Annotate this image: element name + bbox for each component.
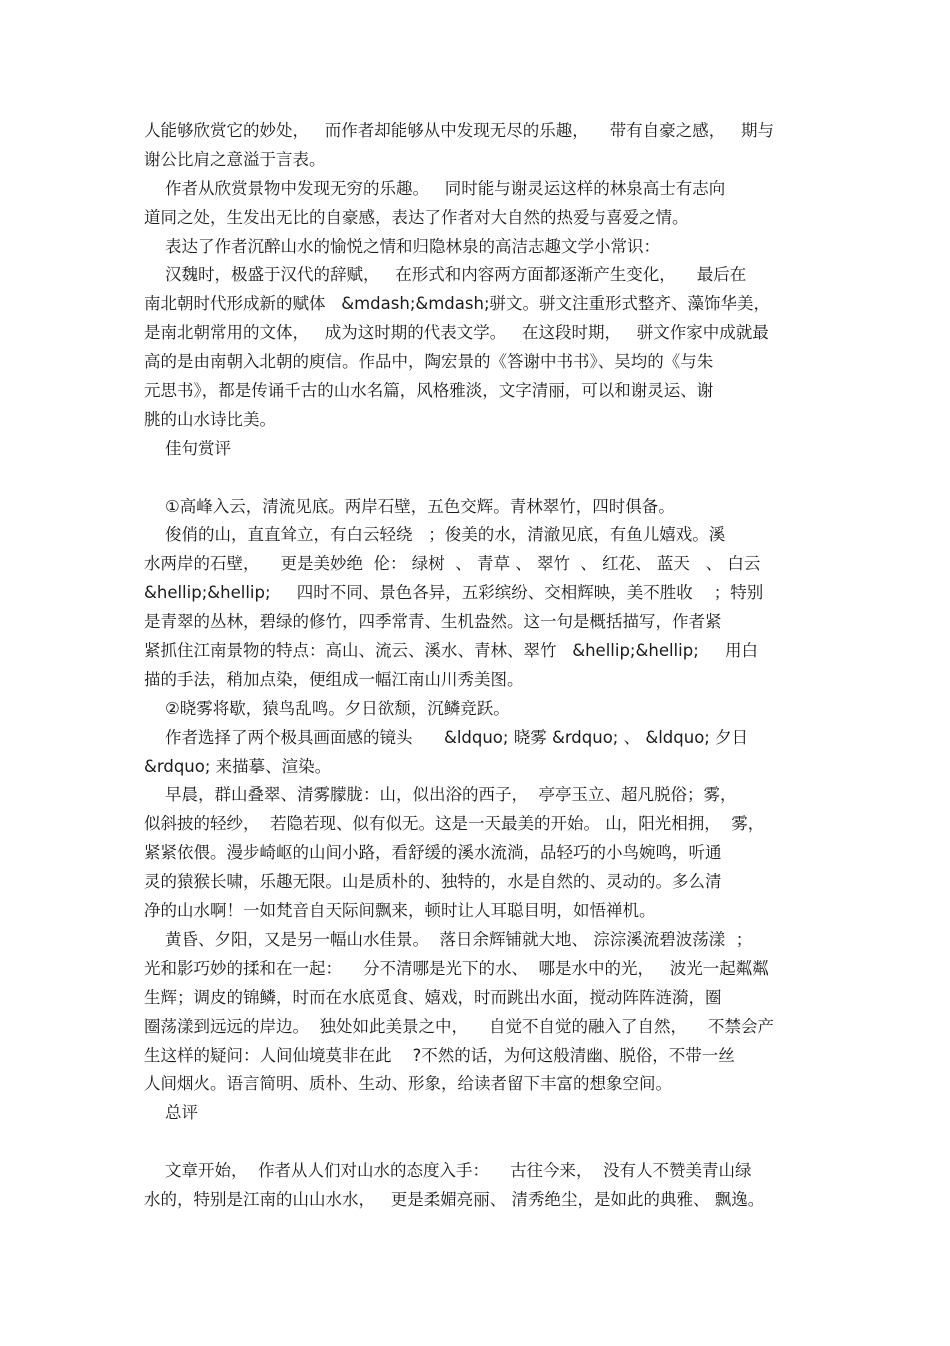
text-line: 朓的山水诗比美。 bbox=[144, 409, 276, 429]
text-line: 道同之处，生发出无比的自豪感，表达了作者对大自然的热爱与喜爱之情。 bbox=[144, 207, 689, 227]
text-line: 人能够欣赏它的妙处， 而作者却能够从中发现无尽的乐趣， 带有自豪之感， 期与 bbox=[144, 121, 774, 140]
text-line: 高的是由南朝入北朝的庾信。作品中，陶宏景的《答谢中书书》、吴均的《与朱 bbox=[144, 352, 714, 372]
text-line: 谢公比肩之意溢于言表。 bbox=[144, 149, 326, 169]
text-line: ①高峰入云，清流见底。两岸石壁，五色交辉。青林翠竹，四时俱备。 bbox=[144, 496, 675, 516]
text-line: 紧紧依偎。漫步崎岖的山间小路，看舒缓的溪水流淌，品轻巧的小鸟婉鸣，听通 bbox=[144, 843, 722, 863]
text-line: 早晨，群山叠翠、清雾朦胧：山，似出浴的西子， 亭亭玉立、超凡脱俗；雾， bbox=[144, 785, 737, 805]
text-line: &rdquo; 来描摹、渲染。 bbox=[144, 756, 332, 776]
text-line: 佳句赏评 bbox=[144, 438, 231, 458]
text-line: 是南北朝常用的文体， 成为这时期的代表文学。 在这段时期， 骈文作家中成就最 bbox=[144, 323, 769, 343]
text-line: 作者从欣赏景物中发现无穷的乐趣。 同时能与谢灵运这样的林泉高士有志向 bbox=[144, 178, 726, 198]
text-line: 光和影巧妙的揉和在一起： 分不清哪是光下的水、 哪是水中的光， 波光一起粼粼 bbox=[144, 958, 769, 978]
text-line: 人间烟火。语言简明、质朴、生动、形象，给读者留下丰富的想象空间。 bbox=[144, 1074, 672, 1094]
text-line: 是青翠的丛林，碧绿的修竹，四季常青、生机盎然。这一句是概括描写，作者紧 bbox=[144, 612, 722, 632]
text-line: 黄昏、夕阳，又是另一幅山水佳景。 落日余辉铺就大地、 淙淙溪流碧波荡漾 ； bbox=[144, 929, 753, 949]
text-line: 作者选择了两个极具画面感的镜头 &ldquo; 晓雾 &rdquo; 、 &ldquo; 夕日 bbox=[144, 727, 749, 747]
text-line: 水两岸的石壁， 更是美妙绝 伦： 绿树 、 青草 、 翠竹 、 红花、 蓝天 、 白云 bbox=[144, 554, 761, 574]
text-line: 总评 bbox=[144, 1103, 198, 1123]
text-line: 圈荡漾到远远的岸边。 独处如此美景之中， 自觉不自觉的融入了自然， 不禁会产 bbox=[144, 1016, 774, 1036]
text-line: 南北朝时代形成新的赋体 &mdash;&mdash;骈文。骈文注重形式整齐、藻饰华美， bbox=[144, 294, 771, 314]
text-line: 似斜披的轻纱， 若隐若现、似有似无。这是一天最美的开始。 山，阳光相拥， 雾， bbox=[144, 814, 765, 834]
text-line: 生这样的疑问：人间仙境莫非在此 ?不然的话，为何这般清幽、脱俗，不带一丝 bbox=[144, 1045, 735, 1065]
text-line: 汉魏时，极盛于汉代的辞赋， 在形式和内容两方面都逐渐产生变化， 最后在 bbox=[144, 265, 747, 285]
text-line: 灵的猿猴长啸，乐趣无限。山是质朴的、独特的，水是自然的、灵动的。多么清 bbox=[144, 872, 722, 892]
text-line: ②晓雾将歇，猿鸟乱鸣。夕日欲颓，沉鳞竞跃。 bbox=[144, 698, 510, 718]
document-body bbox=[144, 117, 809, 1215]
blank-line bbox=[144, 1128, 809, 1157]
text-line: 水的，特别是江南的山山水水， 更是柔媚亮丽、 清秀绝尘，是如此的典雅、 飘逸。 bbox=[144, 1189, 765, 1209]
text-line: 生辉；调皮的锦鳞，时而在水底觅食、嬉戏，时而跳出水面，搅动阵阵涟漪，圈 bbox=[144, 987, 722, 1007]
blank-line bbox=[144, 464, 809, 493]
text-line: 俊俏的山，直直耸立，有白云轻绕 ；俊美的水，清澈见底，有鱼儿嬉戏。溪 bbox=[144, 525, 726, 545]
text-line: 表达了作者沉醉山水的愉悦之情和归隐林泉的高洁志趣文学小常识： bbox=[144, 236, 660, 256]
text-line: 净的山水啊！一如梵音自天际间飘来，顿时让人耳聪目明，如悟禅机。 bbox=[144, 901, 656, 921]
text-line: &hellip;&hellip; 四时不同、景色各异，五彩缤纷、交相辉映，美不胜收 ；特别 bbox=[144, 583, 764, 603]
text-line: 描的手法，稍加点染，便组成一幅江南山川秀美图。 bbox=[144, 669, 524, 689]
text-line: 紧抓住江南景物的特点：高山、流云、溪水、青林、翠竹 &hellip;&hellip; 用白 bbox=[144, 641, 758, 661]
text-line: 元思书》，都是传诵千古的山水名篇，风格雅淡，文字清丽，可以和谢灵运、谢 bbox=[144, 381, 714, 401]
text-line: 文章开始， 作者从人们对山水的态度入手： 古往今来， 没有人不赞美青山绿 bbox=[144, 1161, 752, 1181]
